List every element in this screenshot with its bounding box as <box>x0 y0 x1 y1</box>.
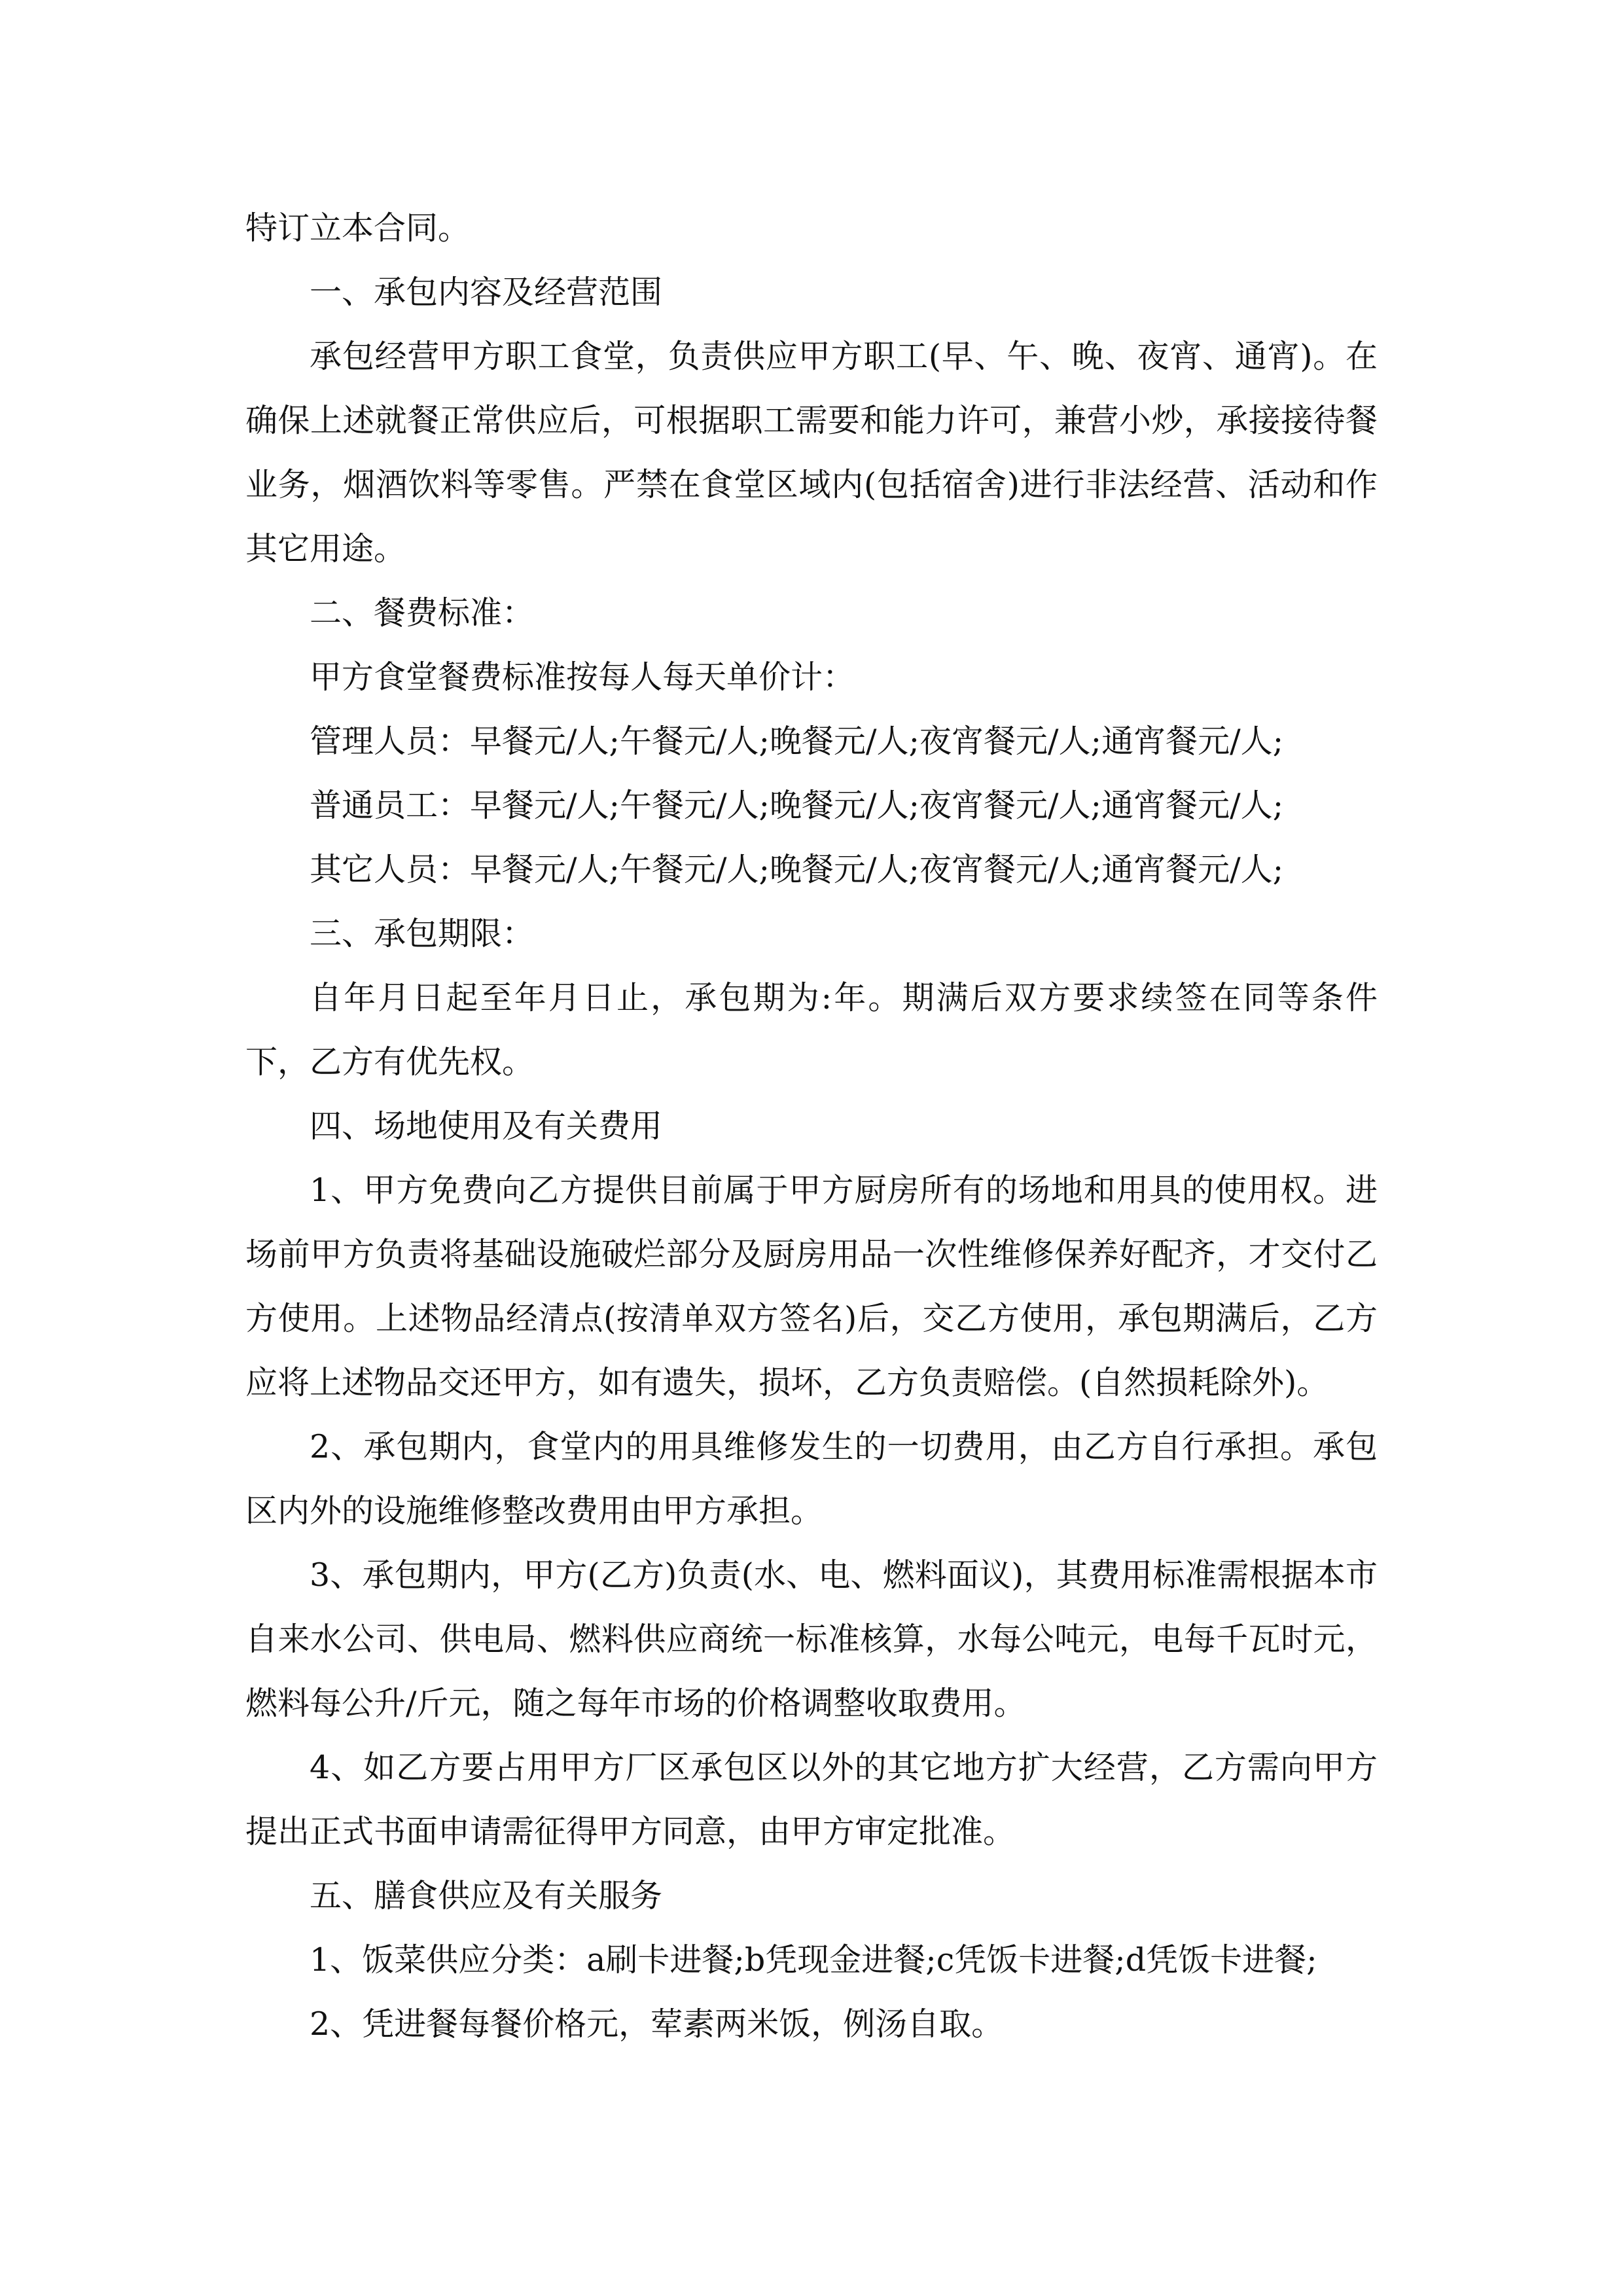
fee-line-management: 管理人员：早餐元/人;午餐元/人;晚餐元/人;夜宵餐元/人;通宵餐元/人; <box>310 723 1284 760</box>
paragraph-fee-basis: 甲方食堂餐费标准按每人每天单价计： <box>310 658 855 696</box>
section-heading-premises: 四、场地使用及有关费用 <box>310 1107 663 1145</box>
contract-body <box>245 196 1378 2056</box>
section-heading-scope: 一、承包内容及经营范围 <box>310 274 663 311</box>
paragraph-premises-4: 4、如乙方要占用甲方厂区承包区以外的其它地方扩大经营，乙方需向甲方提出正式书面申请需征得甲方同意，由甲方审定批准。 <box>245 1749 1378 1850</box>
section-heading-term: 三、承包期限： <box>310 915 535 952</box>
paragraph-meals-1: 1、饭菜供应分类：a刷卡进餐;b凭现金进餐;c凭饭卡进餐;d凭饭卡进餐; <box>310 1941 1317 1979</box>
paragraph-premises-3: 3、承包期内，甲方(乙方)负责(水、电、燃料面议)，其费用标准需根据本市自来水公司、供电局、燃料供应商统一标准核算，水每公吨元，电每千瓦时元，燃料每公升/斤元，随之每年市场的价格调整收取费用。 <box>245 1556 1378 1722</box>
paragraph-meals-2: 2、凭进餐每餐价格元，荤素两米饭，例汤自取。 <box>310 2005 1004 2043</box>
paragraph-term: 自年月日起至年月日止，承包期为:年。期满后双方要求续签在同等条件下，乙方有优先权。 <box>245 979 1378 1081</box>
paragraph-premises-2: 2、承包期内，食堂内的用具维修发生的一切费用，由乙方自行承担。承包区内外的设施维修整改费用由甲方承担。 <box>245 1428 1378 1530</box>
paragraph-intro: 特订立本合同。 <box>245 209 471 247</box>
paragraph-scope: 承包经营甲方职工食堂，负责供应甲方职工(早、午、晚、夜宵、通宵)。在确保上述就餐正常供应后，可根据职工需要和能力许可，兼营小炒，承接接待餐业务，烟酒饮料等零售。严禁在食堂区域内(包括宿舍)进行非法经营、活动和作其它用途。 <box>245 338 1378 567</box>
section-heading-fees: 二、餐费标准： <box>310 594 535 632</box>
section-heading-meals: 五、膳食供应及有关服务 <box>310 1877 663 1914</box>
fee-line-staff: 普通员工：早餐元/人;午餐元/人;晚餐元/人;夜宵餐元/人;通宵餐元/人; <box>310 787 1284 824</box>
fee-line-others: 其它人员：早餐元/人;午餐元/人;晚餐元/人;夜宵餐元/人;通宵餐元/人; <box>310 851 1284 888</box>
paragraph-premises-1: 1、甲方免费向乙方提供目前属于甲方厨房所有的场地和用具的使用权。进场前甲方负责将基础设施破烂部分及厨房用品一次性维修保养好配齐，才交付乙方使用。上述物品经清点(按清单双方签名)后，交乙方使用，承包期满后，乙方应将上述物品交还甲方，如有遗失，损坏，乙方负责赔偿。(自然损耗除外)。 <box>245 1172 1378 1401</box>
